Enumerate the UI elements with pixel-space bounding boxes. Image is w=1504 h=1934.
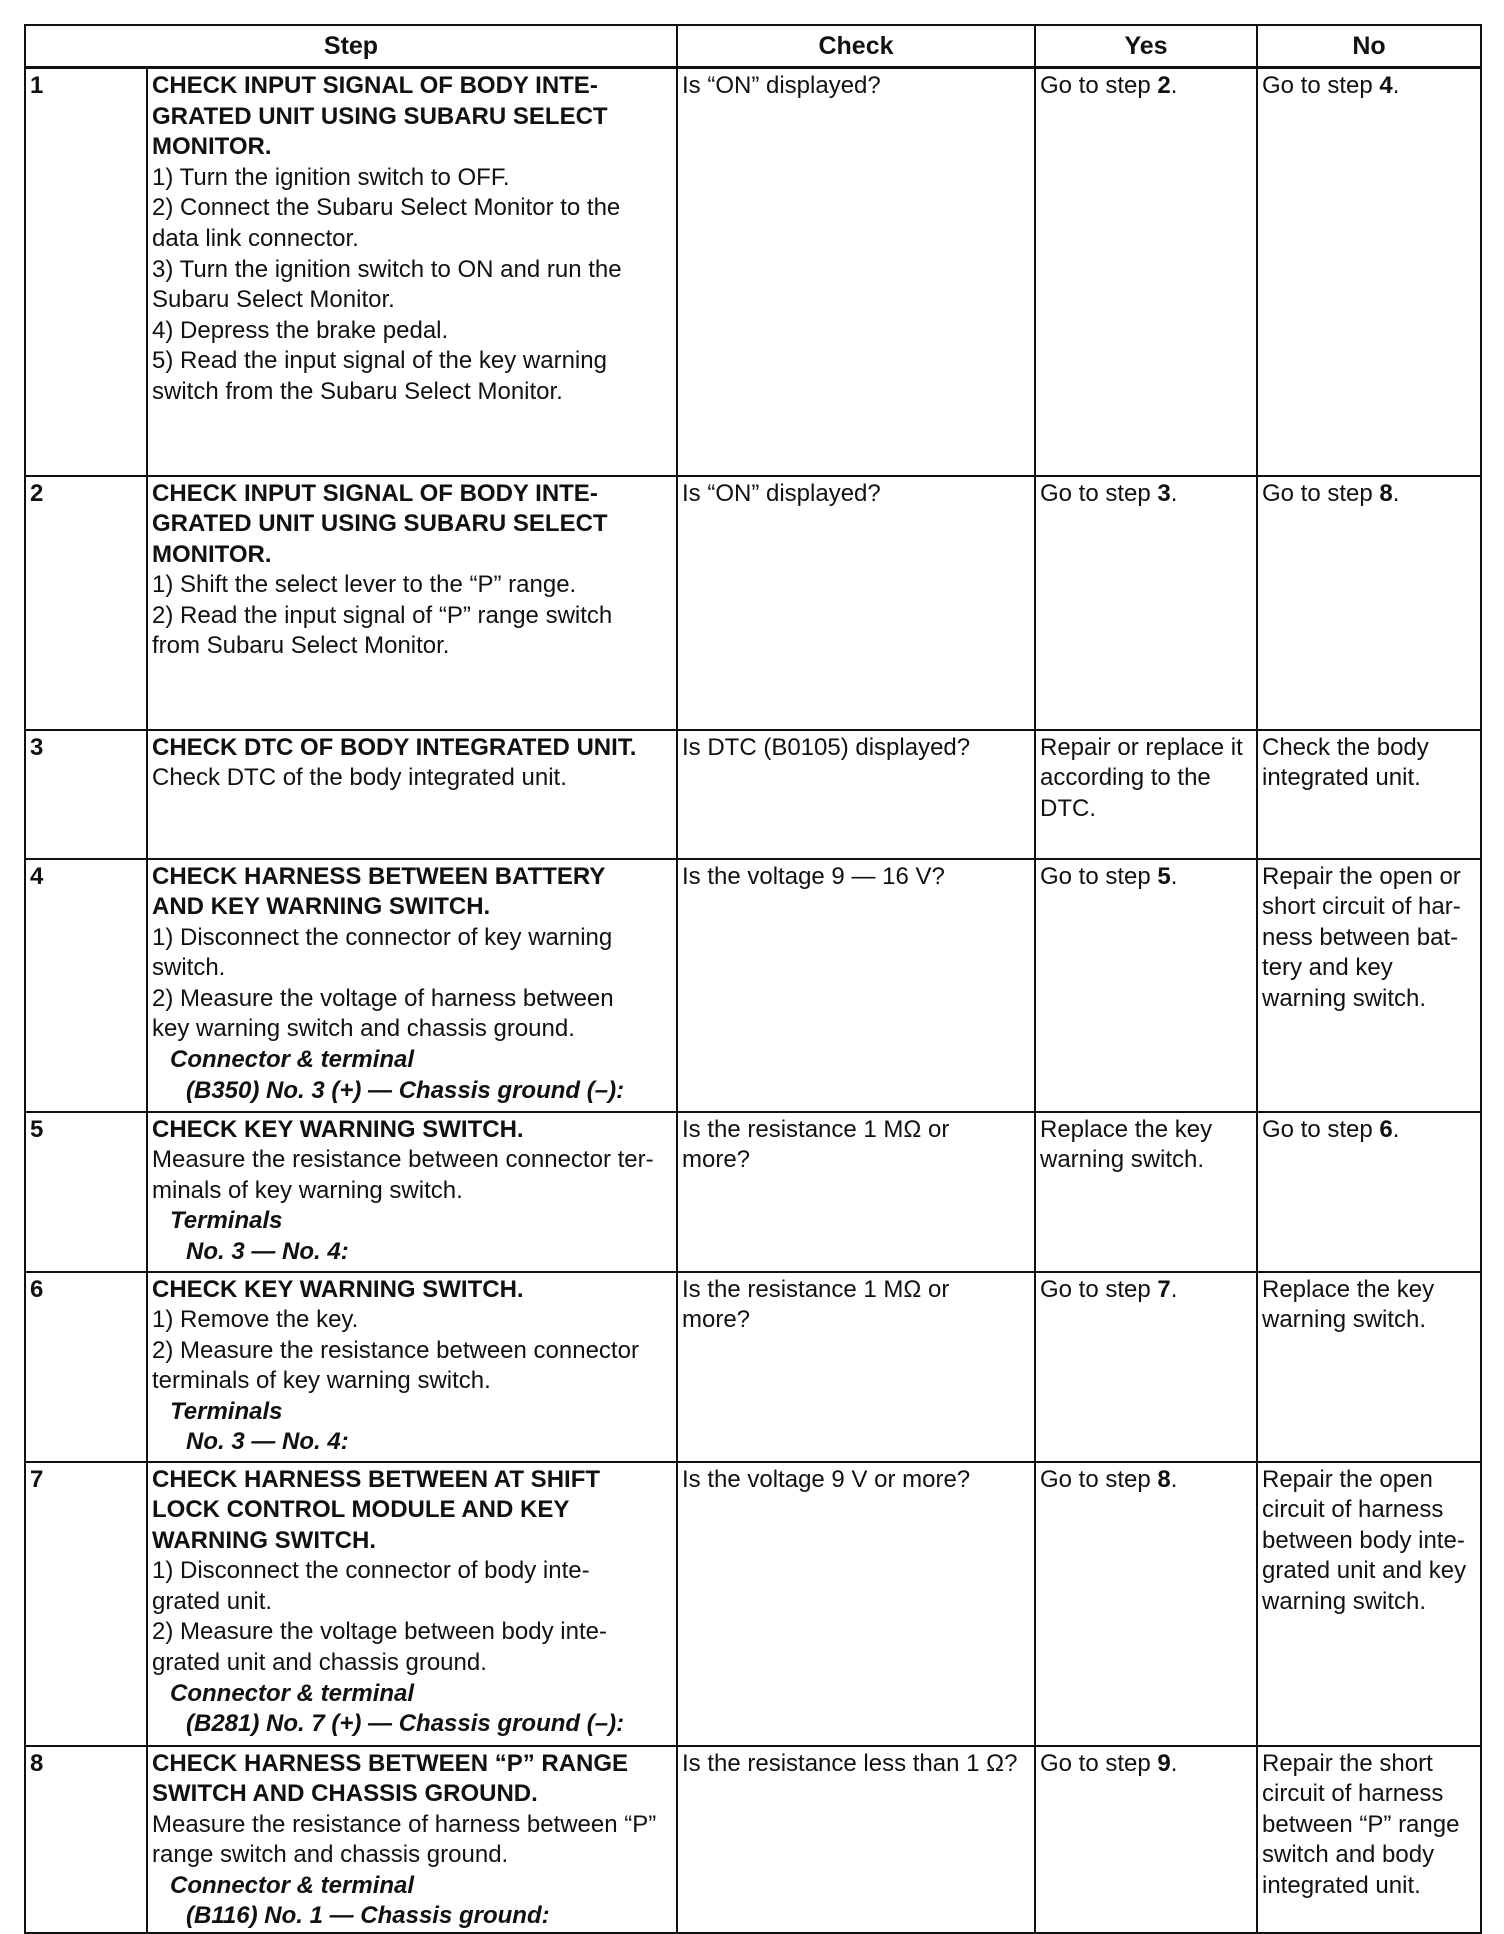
step-description	[147, 476, 677, 730]
table-row	[25, 1112, 1481, 1272]
yes-cell: Go to step 5.	[1035, 859, 1257, 1112]
spec-label: Terminals	[170, 1207, 283, 1235]
check-cell: Is the voltage 9 — 16 V?	[677, 859, 1035, 1112]
spec-label: Connector & terminal	[170, 1871, 415, 1899]
table-row	[25, 68, 1481, 476]
table-row	[25, 859, 1481, 1112]
no-cell: Repair the short circuit of harness between “P” range switch and body integrated unit.	[1257, 1746, 1481, 1934]
step-number: 6	[25, 1272, 147, 1462]
step-number: 2	[25, 476, 147, 730]
table-row	[25, 1746, 1481, 1934]
step-instructions: 1) Disconnect the connector of body inte- grated unit. 2) Measure the voltage between body inte- grated unit and chassis ground.	[152, 1557, 607, 1677]
spec-value: (B350) No. 3 (+) — Chassis ground (–):	[186, 1076, 625, 1104]
step-title: CHECK HARNESS BETWEEN AT SHIFT LOCK CONTROL MODULE AND KEY WARNING SWITCH.	[152, 1465, 601, 1554]
step-description	[147, 1746, 677, 1934]
header-step: Step	[25, 25, 677, 68]
yes-cell: Go to step 9.	[1035, 1746, 1257, 1934]
spec-label: Connector & terminal	[170, 1046, 415, 1074]
no-cell: Go to step 8.	[1257, 476, 1481, 730]
step-number: 7	[25, 1462, 147, 1746]
spec-value: No. 3 — No. 4:	[186, 1428, 349, 1456]
step-title: CHECK INPUT SIGNAL OF BODY INTE- GRATED UNIT USING SUBARU SELECT MONITOR.	[152, 479, 608, 568]
table-row	[25, 1462, 1481, 1746]
check-cell: Is the voltage 9 V or more?	[677, 1462, 1035, 1746]
table-row	[25, 730, 1481, 859]
no-cell: Go to step 6.	[1257, 1112, 1481, 1272]
step-instructions: Measure the resistance of harness between “P” range switch and chassis ground.	[152, 1810, 657, 1869]
yes-cell: Go to step 7.	[1035, 1272, 1257, 1462]
step-title: CHECK HARNESS BETWEEN “P” RANGE SWITCH AND CHASSIS GROUND.	[152, 1749, 629, 1808]
step-title: CHECK KEY WARNING SWITCH.	[152, 1115, 524, 1143]
step-description	[147, 1462, 677, 1746]
step-number: 1	[25, 68, 147, 476]
yes-cell: Go to step 2.	[1035, 68, 1257, 476]
spec-value: (B116) No. 1 — Chassis ground:	[186, 1902, 550, 1930]
step-description	[147, 1272, 677, 1462]
step-instructions: 1) Disconnect the connector of key warning switch. 2) Measure the voltage of harness between key warning switch and chassis ground.	[152, 923, 614, 1043]
check-cell: Is DTC (B0105) displayed?	[677, 730, 1035, 859]
header-yes: Yes	[1035, 25, 1257, 68]
step-description	[147, 68, 677, 476]
yes-cell: Replace the key warning switch.	[1035, 1112, 1257, 1272]
step-number: 3	[25, 730, 147, 859]
table-row	[25, 476, 1481, 730]
step-instructions: 1) Remove the key. 2) Measure the resistance between connector terminals of key warning switch.	[152, 1306, 639, 1395]
spec-label: Connector & terminal	[170, 1679, 415, 1707]
check-cell: Is “ON” displayed?	[677, 476, 1035, 730]
step-number: 4	[25, 859, 147, 1112]
step-title: CHECK INPUT SIGNAL OF BODY INTE- GRATED UNIT USING SUBARU SELECT MONITOR.	[152, 72, 608, 161]
header-check: Check	[677, 25, 1035, 68]
table-header-row	[25, 25, 1481, 68]
step-number: 5	[25, 1112, 147, 1272]
header-no: No	[1257, 25, 1481, 68]
step-description	[147, 730, 677, 859]
spec-label: Terminals	[170, 1397, 283, 1425]
step-number: 8	[25, 1746, 147, 1934]
check-cell: Is the resistance 1 MΩ or more?	[677, 1272, 1035, 1462]
check-cell: Is the resistance less than 1 Ω?	[677, 1746, 1035, 1934]
no-cell: Check the body integrated unit.	[1257, 730, 1481, 859]
step-instructions: 1) Turn the ignition switch to OFF. 2) Connect the Subaru Select Monitor to the data link connector. 3) Turn the ignition switch to ON and run the Subaru Select Monitor. 4) Depress the brake pedal. 5) Read the input signal of the key warning switch from the Subaru Select Monitor.	[152, 163, 622, 405]
no-cell: Repair the open circuit of harness between body inte- grated unit and key warning switch.	[1257, 1462, 1481, 1746]
yes-cell: Go to step 3.	[1035, 476, 1257, 730]
step-description	[147, 859, 677, 1112]
no-cell: Go to step 4.	[1257, 68, 1481, 476]
step-instructions: 1) Shift the select lever to the “P” range. 2) Read the input signal of “P” range switch from Subaru Select Monitor.	[152, 571, 613, 660]
step-instructions: Check DTC of the body integrated unit.	[152, 764, 567, 792]
no-cell: Replace the key warning switch.	[1257, 1272, 1481, 1462]
step-title: CHECK HARNESS BETWEEN BATTERY AND KEY WARNING SWITCH.	[152, 862, 606, 921]
step-title: CHECK KEY WARNING SWITCH.	[152, 1275, 524, 1303]
spec-value: No. 3 — No. 4:	[186, 1237, 349, 1265]
check-cell: Is the resistance 1 MΩ or more?	[677, 1112, 1035, 1272]
step-instructions: Measure the resistance between connector ter- minals of key warning switch.	[152, 1146, 654, 1204]
step-title: CHECK DTC OF BODY INTEGRATED UNIT.	[152, 733, 637, 761]
spec-value: (B281) No. 7 (+) — Chassis ground (–):	[186, 1710, 625, 1738]
yes-cell: Repair or replace it according to the DTC.	[1035, 730, 1257, 859]
diagnostic-table	[24, 24, 1482, 1934]
no-cell: Repair the open or short circuit of har- ness between bat- tery and key warning switch.	[1257, 859, 1481, 1112]
step-description	[147, 1112, 677, 1272]
yes-cell: Go to step 8.	[1035, 1462, 1257, 1746]
check-cell: Is “ON” displayed?	[677, 68, 1035, 476]
table-row	[25, 1272, 1481, 1462]
